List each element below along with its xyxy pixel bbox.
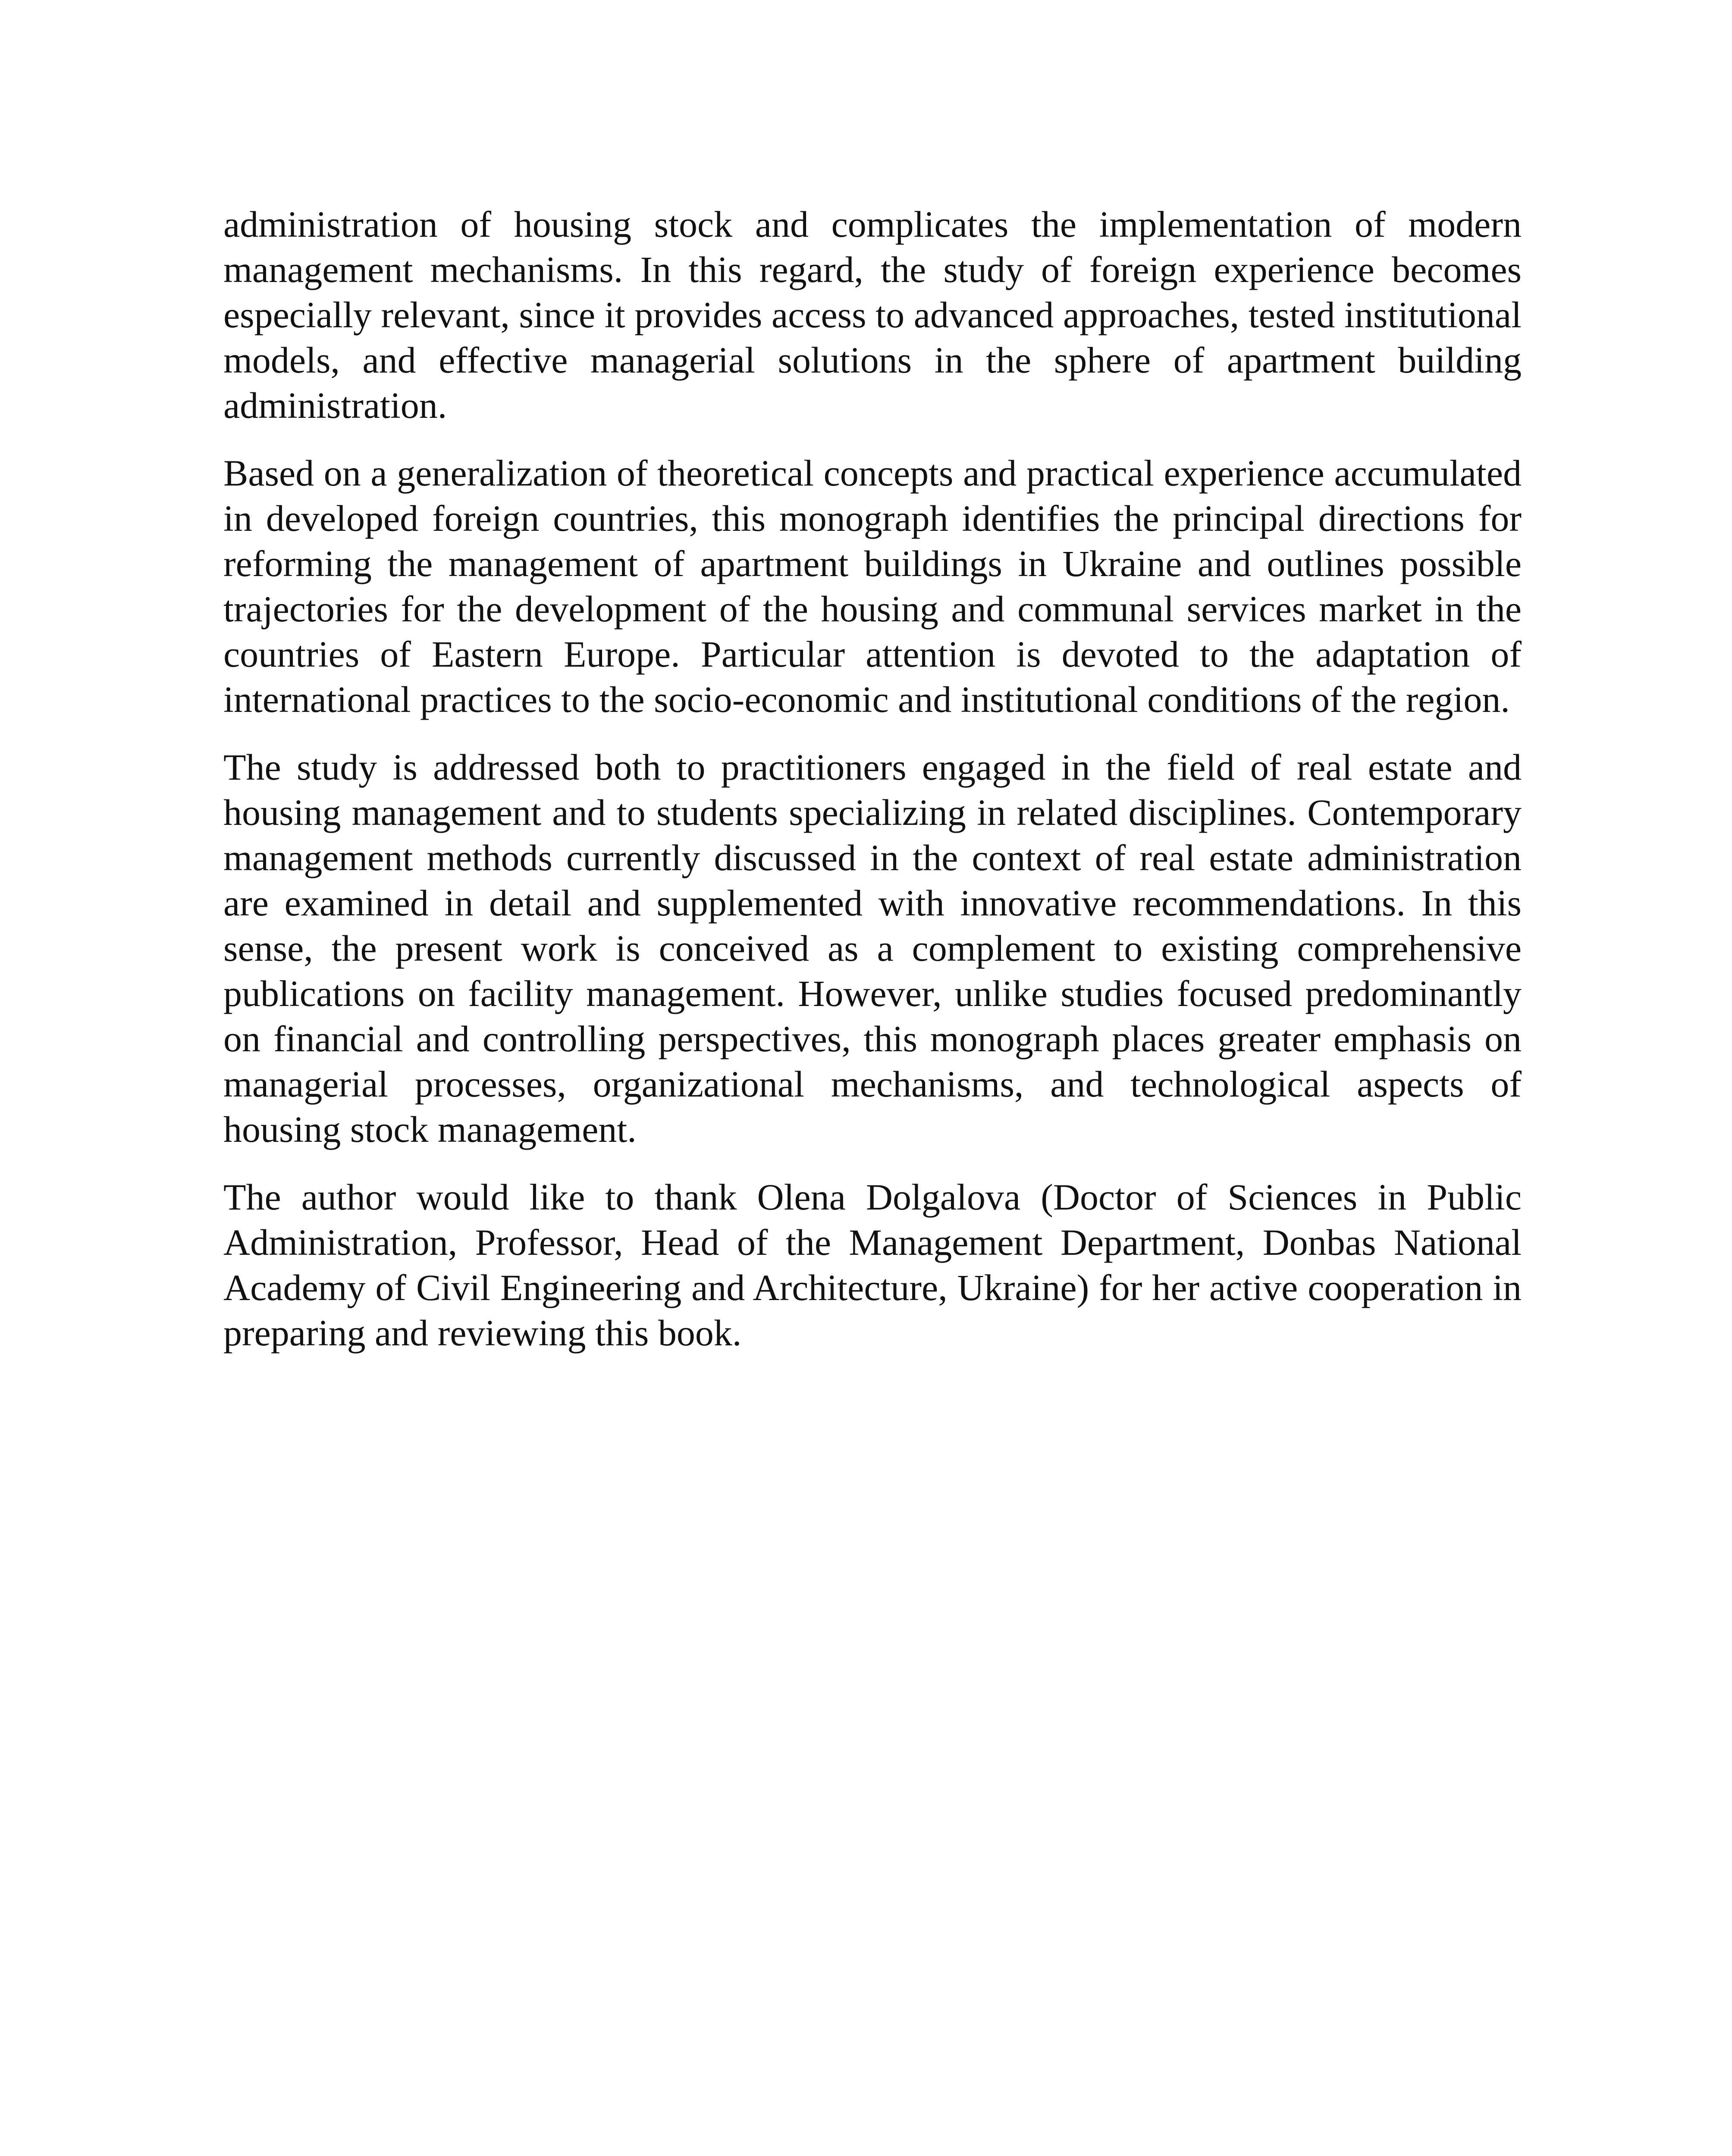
paragraph-4: The author would like to thank Olena Dolgalova (Doctor of Sciences in Public Administration, Professor, Head of the Management Department, Donbas National Academy of Civil Engineering and Architecture, Ukraine) for her active cooperation in preparing and reviewing this book. [223, 1176, 1522, 1354]
paragraph-3: The study is addressed both to practitioners engaged in the field of real estate and housing management and to students specializing in related disciplines. Contemporary management methods currently discussed in the context of real estate administration are examined in detail and supplemented with innovative recommendations. In this sense, the present work is conceived as a complement to existing comprehensive publications on facility management. However, unlike studies focused predominantly on financial and controlling perspectives, this monograph places greater emphasis on managerial processes, organizational mechanisms, and technological aspects of housing stock management. [223, 746, 1522, 1150]
paragraph-1: administration of housing stock and complicates the implementation of modern management mechanisms. In this regard, the study of foreign experience becomes especially relevant, since it provides access to advanced approaches, tested institutional models, and effective managerial solutions in the sphere of apartment building administration. [223, 204, 1522, 426]
body-text [223, 202, 1522, 1378]
paragraph-2: Based on a generalization of theoretical concepts and practical experience accumulated in developed foreign countries, this monograph identifies the principal directions for reforming the management of apartment buildings in Ukraine and outlines possible trajectories for the development of the housing and communal services market in the countries of Eastern Europe. Particular attention is devoted to the adaptation of international practices to the socio-economic and institutional conditions of the region. [223, 452, 1522, 720]
